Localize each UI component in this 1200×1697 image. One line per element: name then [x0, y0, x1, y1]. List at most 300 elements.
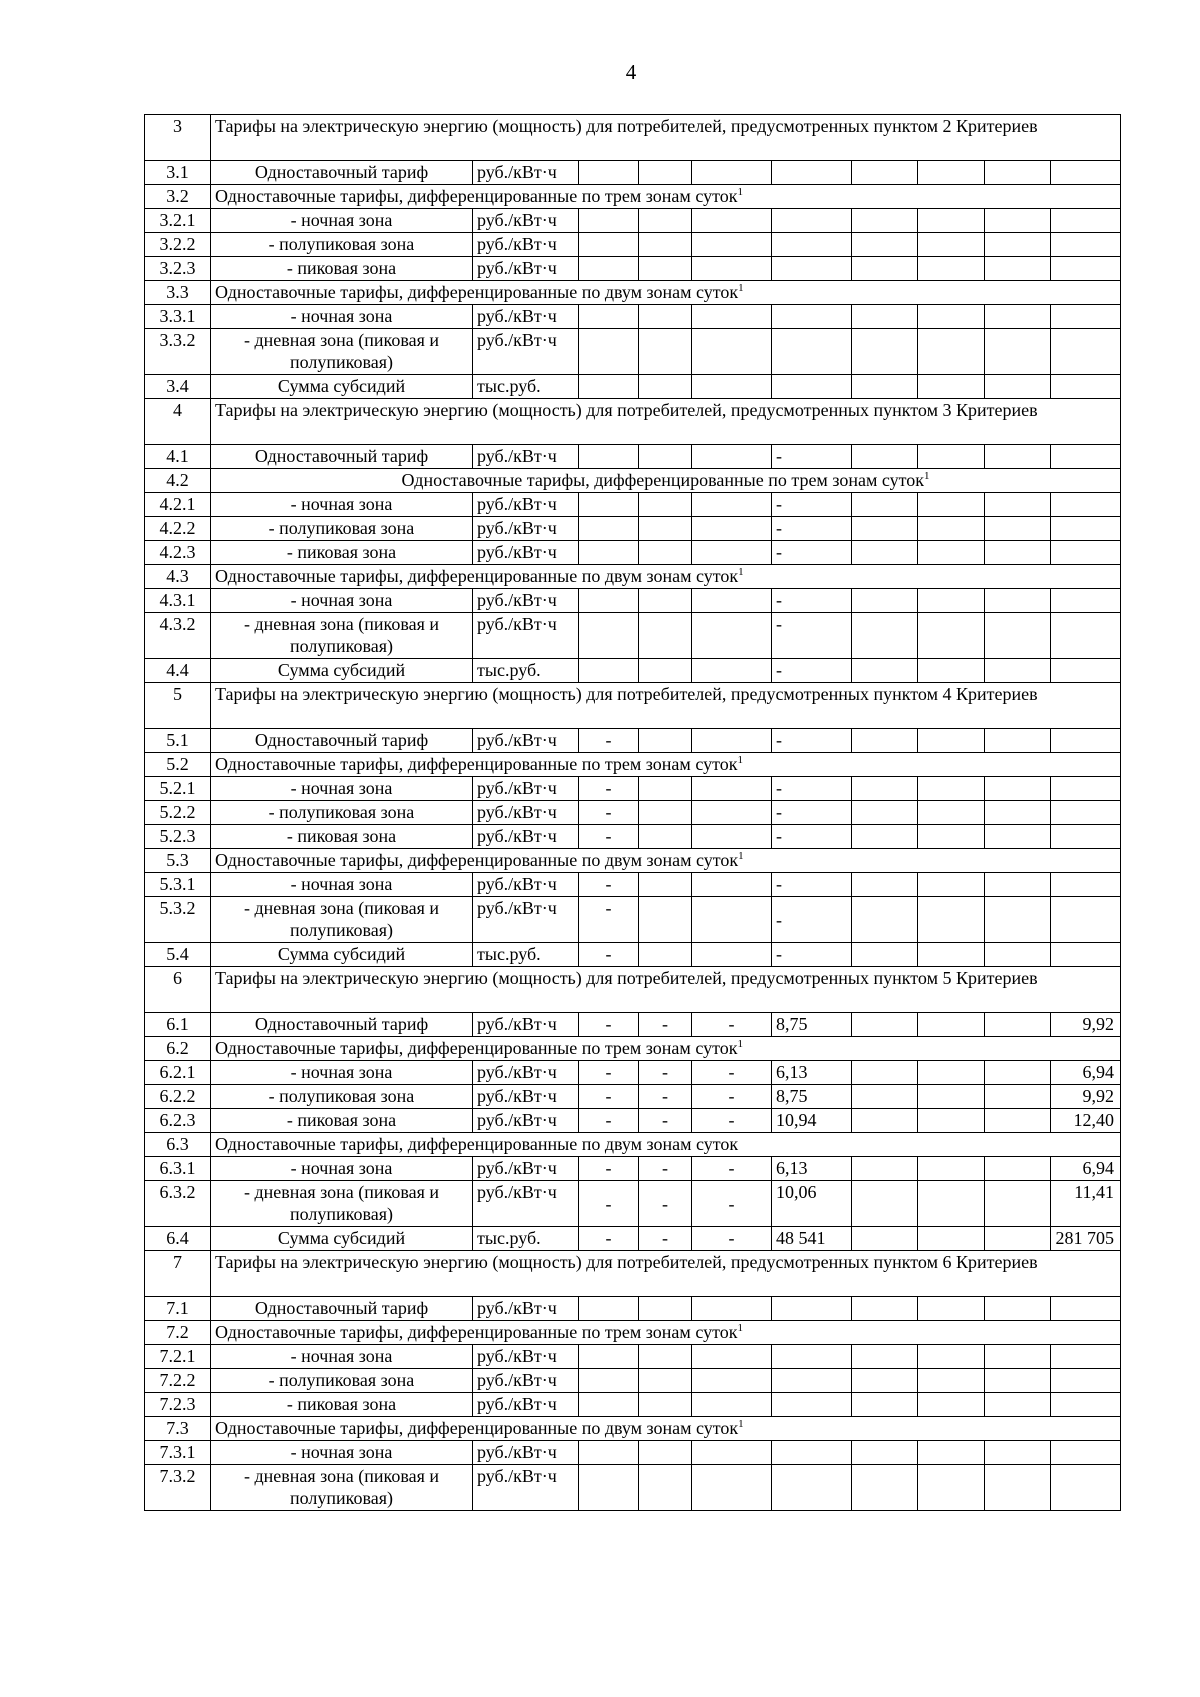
value-cell: [852, 729, 918, 753]
value-cell: [852, 801, 918, 825]
value-cell: -: [639, 1227, 692, 1251]
row-label: Одноставочный тариф: [211, 729, 473, 753]
value-cell: [918, 1061, 985, 1085]
unit-cell: руб./кВт·ч: [473, 329, 579, 375]
value-cell: [985, 659, 1051, 683]
value-cell: [985, 161, 1051, 185]
value-cell: [692, 777, 772, 801]
row-number: 4: [145, 399, 211, 445]
value-cell: [639, 445, 692, 469]
value-cell: [852, 233, 918, 257]
value-cell: [692, 375, 772, 399]
table-row: [145, 777, 1121, 801]
subheader-row: [145, 1037, 1121, 1061]
table-row: [145, 541, 1121, 565]
value-cell: -: [772, 729, 852, 753]
value-cell: [918, 873, 985, 897]
subheader-cell: [211, 281, 1121, 305]
value-cell: [918, 493, 985, 517]
value-cell: [918, 1441, 985, 1465]
table-row: [145, 1227, 1121, 1251]
row-number: 5.2.1: [145, 777, 211, 801]
value-cell: [985, 1157, 1051, 1181]
value-cell: [985, 257, 1051, 281]
tariff-table: [144, 114, 1121, 1511]
section-title: Тарифы на электрическую энергию (мощность) для потребителей, предусмотренных пунктом 2 Критериев: [211, 115, 1121, 161]
subheader-cell: [211, 849, 1121, 873]
value-cell: -: [579, 897, 639, 943]
value-cell: [579, 517, 639, 541]
value-cell: [1051, 233, 1121, 257]
table-row: [145, 659, 1121, 683]
value-cell: [1051, 305, 1121, 329]
unit-cell: руб./кВт·ч: [473, 589, 579, 613]
value-cell: [579, 589, 639, 613]
value-cell: [852, 1109, 918, 1133]
value-cell: -: [772, 873, 852, 897]
value-cell: [918, 1109, 985, 1133]
value-cell: -: [579, 825, 639, 849]
table-row: [145, 1085, 1121, 1109]
value-cell: 10,94: [772, 1109, 852, 1133]
value-cell: [639, 305, 692, 329]
table-row: [145, 1297, 1121, 1321]
row-label: Одноставочный тариф: [211, 445, 473, 469]
row-label: - полупиковая зона: [211, 1369, 473, 1393]
table-row: [145, 1345, 1121, 1369]
value-cell: 12,40: [1051, 1109, 1121, 1133]
value-cell: [1051, 613, 1121, 659]
value-cell: [579, 613, 639, 659]
table-row: [145, 305, 1121, 329]
value-cell: [852, 541, 918, 565]
value-cell: [918, 1465, 985, 1511]
value-cell: [918, 777, 985, 801]
value-cell: [985, 305, 1051, 329]
value-cell: [579, 659, 639, 683]
unit-cell: руб./кВт·ч: [473, 613, 579, 659]
value-cell: [1051, 375, 1121, 399]
subheader-row: [145, 565, 1121, 589]
section-title: Тарифы на электрическую энергию (мощность) для потребителей, предусмотренных пунктом 3 Критериев: [211, 399, 1121, 445]
value-cell: [985, 329, 1051, 375]
value-cell: [852, 1465, 918, 1511]
value-cell: [579, 541, 639, 565]
subheader-row: [145, 1321, 1121, 1345]
value-cell: [1051, 1297, 1121, 1321]
value-cell: -: [579, 1109, 639, 1133]
table-row: [145, 517, 1121, 541]
unit-cell: руб./кВт·ч: [473, 493, 579, 517]
value-cell: [985, 493, 1051, 517]
row-label: - ночная зона: [211, 1157, 473, 1181]
footnote-mark: 1: [737, 186, 743, 198]
value-cell: [639, 1441, 692, 1465]
value-cell: [579, 233, 639, 257]
row-number: 3.3.1: [145, 305, 211, 329]
value-cell: [579, 1393, 639, 1417]
value-cell: [985, 801, 1051, 825]
value-cell: [579, 305, 639, 329]
value-cell: [692, 233, 772, 257]
value-cell: [1051, 445, 1121, 469]
row-number: 5.2.2: [145, 801, 211, 825]
unit-cell: руб./кВт·ч: [473, 517, 579, 541]
value-cell: [692, 161, 772, 185]
value-cell: -: [692, 1157, 772, 1181]
value-cell: [639, 1369, 692, 1393]
unit-cell: руб./кВт·ч: [473, 1369, 579, 1393]
value-cell: [639, 329, 692, 375]
value-cell: [985, 825, 1051, 849]
value-cell: [985, 1297, 1051, 1321]
value-cell: [918, 897, 985, 943]
value-cell: [639, 1297, 692, 1321]
row-label: - пиковая зона: [211, 1109, 473, 1133]
value-cell: [692, 517, 772, 541]
value-cell: [639, 233, 692, 257]
value-cell: [772, 1441, 852, 1465]
value-cell: [852, 943, 918, 967]
unit-cell: руб./кВт·ч: [473, 1085, 579, 1109]
value-cell: [852, 1369, 918, 1393]
value-cell: [639, 493, 692, 517]
row-label: - пиковая зона: [211, 257, 473, 281]
unit-cell: тыс.руб.: [473, 659, 579, 683]
table-row: [145, 897, 1121, 943]
value-cell: [918, 1181, 985, 1227]
value-cell: -: [692, 1061, 772, 1085]
value-cell: [918, 659, 985, 683]
row-number: 6.4: [145, 1227, 211, 1251]
table-row: [145, 1157, 1121, 1181]
value-cell: [772, 257, 852, 281]
value-cell: [772, 305, 852, 329]
value-cell: [985, 873, 1051, 897]
table-row: [145, 943, 1121, 967]
value-cell: -: [692, 1181, 772, 1227]
value-cell: 10,06: [772, 1181, 852, 1227]
table-row: [145, 1441, 1121, 1465]
value-cell: [579, 209, 639, 233]
value-cell: -: [772, 777, 852, 801]
row-number: 5.2: [145, 753, 211, 777]
value-cell: [692, 1297, 772, 1321]
value-cell: [985, 209, 1051, 233]
value-cell: -: [772, 613, 852, 659]
table-row: [145, 1181, 1121, 1227]
value-cell: [1051, 589, 1121, 613]
value-cell: [918, 1393, 985, 1417]
row-label: - ночная зона: [211, 1345, 473, 1369]
footnote-mark: 1: [737, 1322, 743, 1334]
table-row: [145, 1109, 1121, 1133]
value-cell: [1051, 161, 1121, 185]
value-cell: [918, 729, 985, 753]
unit-cell: руб./кВт·ч: [473, 1297, 579, 1321]
row-number: 7.2.3: [145, 1393, 211, 1417]
row-number: 3.2.2: [145, 233, 211, 257]
row-label: - пиковая зона: [211, 541, 473, 565]
row-number: 5: [145, 683, 211, 729]
row-number: 4.2.3: [145, 541, 211, 565]
value-cell: [918, 161, 985, 185]
row-label: - ночная зона: [211, 493, 473, 517]
row-number: 7.1: [145, 1297, 211, 1321]
footnote-mark: 1: [738, 850, 744, 862]
value-cell: [852, 1061, 918, 1085]
value-cell: [772, 1465, 852, 1511]
footnote-mark: 1: [923, 470, 930, 482]
row-number: 7.3: [145, 1417, 211, 1441]
subheader-text: Одноставочные тарифы, дифференцированные по трем зонам суток: [401, 470, 924, 490]
row-number: 6.1: [145, 1013, 211, 1037]
subheader-row: [145, 1133, 1121, 1157]
value-cell: 6,13: [772, 1157, 852, 1181]
subheader-row: [145, 1417, 1121, 1441]
subheader-cell: [211, 565, 1121, 589]
value-cell: [639, 375, 692, 399]
value-cell: [692, 729, 772, 753]
row-label: - дневная зона (пиковая и полупиковая): [211, 1465, 473, 1511]
row-number: 3.3.2: [145, 329, 211, 375]
value-cell: -: [579, 801, 639, 825]
value-cell: [985, 1013, 1051, 1037]
value-cell: -: [772, 493, 852, 517]
row-number: 7.2.2: [145, 1369, 211, 1393]
row-number: 5.3.1: [145, 873, 211, 897]
row-label: Сумма субсидий: [211, 659, 473, 683]
value-cell: [852, 1227, 918, 1251]
row-label: - ночная зона: [211, 1441, 473, 1465]
value-cell: [639, 257, 692, 281]
row-number: 5.4: [145, 943, 211, 967]
value-cell: 8,75: [772, 1013, 852, 1037]
subheader-text: Одноставочные тарифы, дифференцированные по двум зонам суток: [215, 850, 739, 870]
footnote-mark: 1: [738, 1418, 744, 1430]
row-number: 5.1: [145, 729, 211, 753]
value-cell: -: [639, 1013, 692, 1037]
value-cell: [1051, 659, 1121, 683]
subheader-cell: [211, 185, 1121, 209]
value-cell: [1051, 777, 1121, 801]
value-cell: [1051, 1393, 1121, 1417]
value-cell: -: [772, 801, 852, 825]
value-cell: -: [579, 1227, 639, 1251]
value-cell: [1051, 873, 1121, 897]
row-number: 4.3: [145, 565, 211, 589]
unit-cell: руб./кВт·ч: [473, 777, 579, 801]
row-label: - дневная зона (пиковая и полупиковая): [211, 329, 473, 375]
value-cell: [985, 541, 1051, 565]
value-cell: [918, 209, 985, 233]
value-cell: [579, 329, 639, 375]
value-cell: [985, 943, 1051, 967]
unit-cell: тыс.руб.: [473, 375, 579, 399]
value-cell: [772, 161, 852, 185]
row-label: Сумма субсидий: [211, 1227, 473, 1251]
value-cell: -: [579, 1013, 639, 1037]
table-row: [145, 445, 1121, 469]
value-cell: [985, 1061, 1051, 1085]
value-cell: [985, 897, 1051, 943]
value-cell: [639, 161, 692, 185]
section-row: [145, 1251, 1121, 1297]
value-cell: [639, 897, 692, 943]
value-cell: [579, 445, 639, 469]
value-cell: [639, 613, 692, 659]
value-cell: [852, 825, 918, 849]
row-label: - ночная зона: [211, 1061, 473, 1085]
value-cell: [772, 375, 852, 399]
value-cell: -: [772, 517, 852, 541]
value-cell: [918, 943, 985, 967]
unit-cell: руб./кВт·ч: [473, 445, 579, 469]
row-label: - ночная зона: [211, 305, 473, 329]
subheader-text: Одноставочные тарифы, дифференцированные по трем зонам суток: [215, 1322, 738, 1342]
value-cell: [639, 777, 692, 801]
value-cell: [852, 445, 918, 469]
value-cell: [692, 943, 772, 967]
value-cell: [918, 1157, 985, 1181]
value-cell: [639, 729, 692, 753]
value-cell: [772, 1369, 852, 1393]
value-cell: [985, 233, 1051, 257]
subheader-text: Одноставочные тарифы, дифференцированные по трем зонам суток: [215, 186, 738, 206]
table-row: [145, 233, 1121, 257]
section-row: [145, 683, 1121, 729]
row-number: 3: [145, 115, 211, 161]
footnote-mark: 1: [738, 282, 744, 294]
value-cell: [852, 659, 918, 683]
section-title: Тарифы на электрическую энергию (мощность) для потребителей, предусмотренных пунктом 6 Критериев: [211, 1251, 1121, 1297]
table-row: [145, 873, 1121, 897]
table-row: [145, 329, 1121, 375]
value-cell: [639, 1393, 692, 1417]
value-cell: [852, 613, 918, 659]
value-cell: 11,41: [1051, 1181, 1121, 1227]
row-label: - полупиковая зона: [211, 517, 473, 541]
value-cell: [1051, 801, 1121, 825]
value-cell: [772, 1393, 852, 1417]
row-number: 3.1: [145, 161, 211, 185]
row-number: 5.3.2: [145, 897, 211, 943]
subheader-row: [145, 281, 1121, 305]
value-cell: -: [579, 873, 639, 897]
section-row: [145, 967, 1121, 1013]
value-cell: -: [772, 825, 852, 849]
row-number: 7.3.2: [145, 1465, 211, 1511]
footnote-mark: 1: [737, 1038, 743, 1050]
value-cell: [692, 541, 772, 565]
table-row: [145, 729, 1121, 753]
row-label: - полупиковая зона: [211, 801, 473, 825]
value-cell: [852, 1297, 918, 1321]
value-cell: [692, 873, 772, 897]
value-cell: [692, 1465, 772, 1511]
value-cell: [639, 517, 692, 541]
value-cell: 6,13: [772, 1061, 852, 1085]
value-cell: [918, 517, 985, 541]
value-cell: [918, 375, 985, 399]
value-cell: [985, 777, 1051, 801]
value-cell: -: [639, 1181, 692, 1227]
value-cell: [985, 589, 1051, 613]
table-row: [145, 1013, 1121, 1037]
table-row: [145, 613, 1121, 659]
subheader-cell: [211, 753, 1121, 777]
value-cell: [985, 1345, 1051, 1369]
value-cell: -: [579, 1085, 639, 1109]
row-number: 6.2.1: [145, 1061, 211, 1085]
unit-cell: руб./кВт·ч: [473, 801, 579, 825]
unit-cell: руб./кВт·ч: [473, 1013, 579, 1037]
value-cell: [852, 589, 918, 613]
value-cell: [692, 257, 772, 281]
value-cell: [985, 1227, 1051, 1251]
value-cell: [852, 1013, 918, 1037]
value-cell: [852, 257, 918, 281]
row-number: 3.2.3: [145, 257, 211, 281]
value-cell: [579, 1297, 639, 1321]
value-cell: -: [692, 1227, 772, 1251]
subheader-text: Одноставочные тарифы, дифференцированные по трем зонам суток: [215, 1038, 738, 1058]
value-cell: [985, 1465, 1051, 1511]
footnote-mark: 1: [737, 754, 743, 766]
unit-cell: тыс.руб.: [473, 1227, 579, 1251]
unit-cell: руб./кВт·ч: [473, 1181, 579, 1227]
row-number: 4.3.1: [145, 589, 211, 613]
value-cell: [852, 375, 918, 399]
value-cell: 6,94: [1051, 1061, 1121, 1085]
row-label: Одноставочный тариф: [211, 1013, 473, 1037]
value-cell: [579, 161, 639, 185]
value-cell: -: [692, 1085, 772, 1109]
value-cell: [579, 375, 639, 399]
value-cell: [692, 1345, 772, 1369]
row-label: Сумма субсидий: [211, 375, 473, 399]
value-cell: -: [639, 1109, 692, 1133]
value-cell: [985, 729, 1051, 753]
value-cell: -: [579, 729, 639, 753]
subheader-text: Одноставочные тарифы, дифференцированные по трем зонам суток: [215, 754, 738, 774]
value-cell: 281 705: [1051, 1227, 1121, 1251]
table-row: [145, 257, 1121, 281]
value-cell: [692, 897, 772, 943]
value-cell: -: [772, 659, 852, 683]
unit-cell: руб./кВт·ч: [473, 873, 579, 897]
row-number: 5.3: [145, 849, 211, 873]
unit-cell: руб./кВт·ч: [473, 541, 579, 565]
table-row: [145, 1393, 1121, 1417]
section-row: [145, 115, 1121, 161]
row-number: 6.2.2: [145, 1085, 211, 1109]
value-cell: [918, 1085, 985, 1109]
value-cell: [1051, 897, 1121, 943]
row-number: 4.3.2: [145, 613, 211, 659]
value-cell: 48 541: [772, 1227, 852, 1251]
unit-cell: руб./кВт·ч: [473, 1157, 579, 1181]
section-title: Тарифы на электрическую энергию (мощность) для потребителей, предусмотренных пунктом 4 Критериев: [211, 683, 1121, 729]
value-cell: [1051, 729, 1121, 753]
value-cell: -: [692, 1013, 772, 1037]
section-title: Тарифы на электрическую энергию (мощность) для потребителей, предусмотренных пунктом 5 Критериев: [211, 967, 1121, 1013]
unit-cell: руб./кВт·ч: [473, 1345, 579, 1369]
value-cell: -: [772, 541, 852, 565]
value-cell: [918, 257, 985, 281]
value-cell: [985, 613, 1051, 659]
value-cell: [772, 233, 852, 257]
